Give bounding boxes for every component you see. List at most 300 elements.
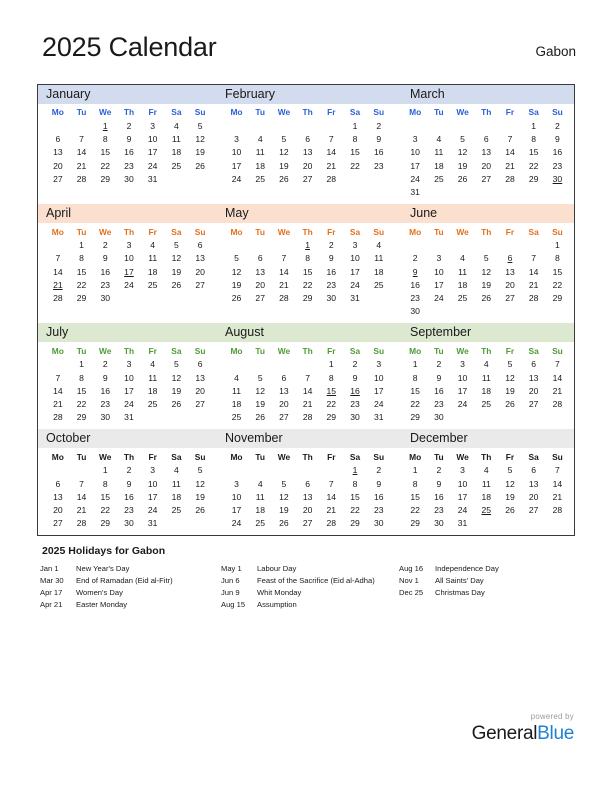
day-cell[interactable]: 21	[528, 279, 539, 290]
day-cell[interactable]: 23	[124, 505, 134, 516]
day-cell[interactable]: 16	[434, 491, 444, 502]
day-cell[interactable]: 2	[102, 240, 108, 251]
day-cell[interactable]: 12	[481, 266, 492, 277]
day-cell[interactable]: 3	[234, 134, 239, 145]
day-cell[interactable]: 21	[552, 491, 563, 502]
day-cell[interactable]: 19	[505, 491, 515, 502]
day-cell[interactable]: 30	[350, 412, 360, 423]
day-cell[interactable]: 11	[255, 147, 265, 158]
day-cell[interactable]: 3	[460, 465, 465, 476]
day-cell[interactable]: 14	[76, 147, 87, 158]
day-cell[interactable]: 12	[171, 253, 182, 264]
day-cell[interactable]: 20	[53, 160, 63, 171]
day-cell[interactable]: 7	[281, 253, 287, 264]
day-cell[interactable]: 16	[410, 279, 420, 290]
day-cell[interactable]: 9	[102, 253, 108, 264]
day-cell[interactable]: 12	[195, 478, 205, 489]
day-cell[interactable]: 26	[195, 160, 205, 171]
day-cell[interactable]: 26	[195, 505, 205, 516]
day-cell[interactable]: 22	[326, 399, 337, 410]
day-cell[interactable]: 24	[231, 518, 242, 529]
day-cell[interactable]: 21	[326, 160, 337, 171]
day-cell[interactable]: 12	[505, 478, 515, 489]
day-cell[interactable]: 18	[171, 147, 182, 158]
day-cell[interactable]: 14	[326, 147, 337, 158]
day-cell[interactable]: 11	[458, 266, 468, 277]
day-cell[interactable]: 23	[373, 160, 384, 171]
day-cell[interactable]: 18	[481, 385, 492, 396]
day-cell[interactable]: 10	[410, 147, 420, 158]
day-cell[interactable]: 21	[76, 160, 87, 171]
day-cell[interactable]: 27	[302, 518, 313, 529]
day-cell[interactable]: 15	[100, 147, 111, 158]
day-cell[interactable]: 21	[302, 399, 313, 410]
day-cell[interactable]: 17	[231, 505, 242, 516]
day-cell[interactable]: 5	[197, 121, 203, 131]
day-cell[interactable]: 23	[373, 505, 384, 516]
day-cell[interactable]: 8	[352, 478, 358, 489]
day-cell[interactable]: 1	[352, 121, 358, 131]
day-cell[interactable]: 17	[147, 491, 158, 502]
day-cell[interactable]: 1	[79, 359, 84, 370]
day-cell[interactable]: 20	[481, 160, 492, 171]
day-cell[interactable]: 7	[79, 134, 84, 145]
day-cell[interactable]: 29	[410, 412, 420, 423]
day-cell[interactable]: 11	[232, 385, 241, 396]
day-cell[interactable]: 5	[173, 240, 179, 251]
day-cell[interactable]: 6	[483, 134, 489, 145]
day-cell[interactable]: 3	[412, 134, 418, 145]
day-cell[interactable]: 2	[102, 359, 108, 370]
day-cell[interactable]: 20	[53, 505, 63, 516]
day-cell[interactable]: 14	[326, 491, 337, 502]
day-cell[interactable]: 16	[434, 385, 444, 396]
day-cell[interactable]: 17	[457, 385, 468, 396]
day-cell[interactable]: 21	[552, 385, 563, 396]
day-cell[interactable]: 27	[195, 279, 205, 290]
day-cell[interactable]: 9	[376, 134, 382, 145]
day-cell[interactable]: 17	[350, 266, 360, 277]
day-cell[interactable]: 6	[197, 359, 203, 370]
day-cell[interactable]: 4	[257, 478, 263, 489]
holiday-day-cell[interactable]: 17	[124, 266, 134, 277]
day-cell[interactable]: 9	[376, 478, 382, 489]
day-cell[interactable]: 28	[302, 412, 313, 423]
day-cell[interactable]: 24	[434, 293, 444, 304]
day-cell[interactable]: 13	[528, 372, 539, 383]
day-cell[interactable]: 6	[531, 465, 537, 476]
day-cell[interactable]: 11	[171, 134, 181, 145]
day-cell[interactable]: 26	[505, 399, 515, 410]
day-cell[interactable]: 19	[231, 279, 242, 290]
day-cell[interactable]: 14	[53, 385, 63, 396]
day-cell[interactable]: 13	[528, 478, 539, 489]
day-cell[interactable]: 4	[460, 253, 465, 264]
day-cell[interactable]: 22	[100, 160, 111, 171]
day-cell[interactable]: 2	[555, 121, 560, 131]
day-cell[interactable]: 1	[79, 240, 84, 251]
day-cell[interactable]: 13	[481, 147, 492, 158]
day-cell[interactable]: 11	[171, 478, 181, 489]
day-cell[interactable]: 1	[555, 240, 560, 251]
day-cell[interactable]: 20	[528, 385, 539, 396]
day-cell[interactable]: 3	[376, 359, 382, 370]
day-cell[interactable]: 11	[434, 147, 444, 158]
day-cell[interactable]: 2	[126, 121, 132, 131]
day-cell[interactable]: 22	[76, 399, 87, 410]
day-cell[interactable]: 2	[376, 465, 382, 476]
day-cell[interactable]: 15	[350, 491, 360, 502]
day-cell[interactable]: 10	[373, 372, 384, 383]
day-cell[interactable]: 26	[279, 518, 289, 529]
day-cell[interactable]: 8	[328, 372, 334, 383]
day-cell[interactable]: 4	[257, 134, 263, 145]
day-cell[interactable]: 29	[76, 293, 87, 304]
day-cell[interactable]: 8	[531, 134, 537, 145]
day-cell[interactable]: 24	[457, 505, 468, 516]
day-cell[interactable]: 24	[350, 279, 360, 290]
day-cell[interactable]: 12	[195, 134, 205, 145]
day-cell[interactable]: 18	[457, 279, 468, 290]
day-cell[interactable]: 10	[457, 372, 468, 383]
day-cell[interactable]: 10	[124, 253, 134, 264]
day-cell[interactable]: 30	[124, 518, 134, 529]
day-cell[interactable]: 5	[257, 372, 263, 383]
day-cell[interactable]: 22	[410, 399, 420, 410]
day-cell[interactable]: 6	[55, 134, 61, 145]
day-cell[interactable]: 23	[100, 399, 111, 410]
day-cell[interactable]: 20	[302, 160, 313, 171]
day-cell[interactable]: 17	[124, 385, 134, 396]
day-cell[interactable]: 4	[150, 359, 156, 370]
holiday-day-cell[interactable]: 6	[507, 253, 513, 264]
day-cell[interactable]: 30	[100, 293, 111, 304]
day-cell[interactable]: 23	[326, 279, 337, 290]
day-cell[interactable]: 7	[79, 478, 84, 489]
day-cell[interactable]: 25	[255, 518, 265, 529]
day-cell[interactable]: 11	[255, 491, 265, 502]
day-cell[interactable]: 2	[126, 465, 132, 476]
day-cell[interactable]: 7	[531, 253, 537, 264]
day-cell[interactable]: 19	[195, 491, 205, 502]
day-cell[interactable]: 4	[436, 134, 442, 145]
day-cell[interactable]: 31	[410, 187, 420, 198]
day-cell[interactable]: 16	[552, 147, 563, 158]
day-cell[interactable]: 12	[231, 266, 242, 277]
day-cell[interactable]: 13	[53, 491, 63, 502]
day-cell[interactable]: 31	[124, 412, 134, 423]
day-cell[interactable]: 9	[328, 253, 334, 264]
day-cell[interactable]: 28	[76, 173, 87, 184]
day-cell[interactable]: 13	[53, 147, 63, 158]
day-cell[interactable]: 30	[100, 412, 111, 423]
day-cell[interactable]: 17	[231, 160, 242, 171]
day-cell[interactable]: 22	[350, 160, 360, 171]
day-cell[interactable]: 15	[552, 266, 563, 277]
day-cell[interactable]: 22	[552, 279, 563, 290]
day-cell[interactable]: 31	[373, 412, 384, 423]
day-cell[interactable]: 26	[231, 293, 242, 304]
day-cell[interactable]: 29	[528, 173, 539, 184]
day-cell[interactable]: 25	[171, 505, 182, 516]
day-cell[interactable]: 21	[279, 279, 289, 290]
day-cell[interactable]: 25	[171, 160, 182, 171]
holiday-day-cell[interactable]: 1	[102, 121, 108, 131]
day-cell[interactable]: 12	[457, 147, 468, 158]
day-cell[interactable]: 19	[481, 279, 492, 290]
day-cell[interactable]: 5	[281, 478, 287, 489]
day-cell[interactable]: 15	[410, 491, 420, 502]
day-cell[interactable]: 8	[555, 253, 560, 264]
day-cell[interactable]: 24	[124, 279, 134, 290]
day-cell[interactable]: 28	[552, 505, 563, 516]
day-cell[interactable]: 19	[171, 385, 182, 396]
holiday-day-cell[interactable]: 21	[53, 279, 63, 290]
day-cell[interactable]: 9	[436, 478, 442, 489]
holiday-day-cell[interactable]: 25	[481, 505, 492, 516]
day-cell[interactable]: 25	[147, 279, 158, 290]
day-cell[interactable]: 17	[457, 491, 468, 502]
day-cell[interactable]: 14	[505, 147, 515, 158]
day-cell[interactable]: 4	[234, 372, 239, 383]
day-cell[interactable]: 5	[507, 359, 513, 370]
day-cell[interactable]: 5	[173, 359, 179, 370]
day-cell[interactable]: 3	[352, 240, 358, 251]
day-cell[interactable]: 31	[147, 173, 158, 184]
day-cell[interactable]: 19	[279, 160, 289, 171]
day-cell[interactable]: 15	[100, 491, 111, 502]
day-cell[interactable]: 16	[373, 491, 384, 502]
day-cell[interactable]: 17	[434, 279, 444, 290]
day-cell[interactable]: 14	[76, 491, 87, 502]
day-cell[interactable]: 15	[76, 266, 87, 277]
day-cell[interactable]: 23	[552, 160, 563, 171]
day-cell[interactable]: 9	[102, 372, 108, 383]
day-cell[interactable]: 27	[53, 518, 63, 529]
day-cell[interactable]: 25	[481, 399, 492, 410]
day-cell[interactable]: 15	[302, 266, 313, 277]
day-cell[interactable]: 14	[552, 372, 563, 383]
day-cell[interactable]: 18	[255, 505, 265, 516]
day-cell[interactable]: 29	[76, 412, 87, 423]
day-cell[interactable]: 18	[147, 266, 158, 277]
day-cell[interactable]: 9	[126, 134, 132, 145]
day-cell[interactable]: 9	[555, 134, 560, 145]
day-cell[interactable]: 14	[279, 266, 289, 277]
day-cell[interactable]: 27	[53, 173, 63, 184]
day-cell[interactable]: 28	[552, 399, 563, 410]
day-cell[interactable]: 1	[531, 121, 537, 131]
day-cell[interactable]: 17	[147, 147, 158, 158]
day-cell[interactable]: 18	[231, 399, 242, 410]
day-cell[interactable]: 24	[231, 173, 242, 184]
day-cell[interactable]: 7	[507, 134, 513, 145]
day-cell[interactable]: 11	[148, 253, 158, 264]
day-cell[interactable]: 21	[53, 399, 63, 410]
day-cell[interactable]: 29	[326, 412, 337, 423]
holiday-day-cell[interactable]: 1	[305, 240, 310, 251]
day-cell[interactable]: 8	[412, 478, 418, 489]
day-cell[interactable]: 10	[124, 372, 134, 383]
day-cell[interactable]: 23	[434, 505, 444, 516]
day-cell[interactable]: 28	[53, 293, 63, 304]
day-cell[interactable]: 20	[195, 385, 205, 396]
day-cell[interactable]: 23	[434, 399, 444, 410]
day-cell[interactable]: 31	[350, 293, 360, 304]
day-cell[interactable]: 3	[126, 240, 132, 251]
day-cell[interactable]: 26	[481, 293, 492, 304]
day-cell[interactable]: 14	[552, 478, 563, 489]
day-cell[interactable]: 5	[234, 253, 239, 264]
day-cell[interactable]: 6	[531, 359, 537, 370]
day-cell[interactable]: 7	[305, 372, 310, 383]
day-cell[interactable]: 6	[55, 478, 61, 489]
day-cell[interactable]: 13	[195, 253, 205, 264]
day-cell[interactable]: 10	[147, 134, 158, 145]
day-cell[interactable]: 6	[281, 372, 287, 383]
day-cell[interactable]: 24	[373, 399, 384, 410]
day-cell[interactable]: 30	[124, 173, 134, 184]
day-cell[interactable]: 3	[436, 253, 442, 264]
day-cell[interactable]: 19	[171, 266, 182, 277]
day-cell[interactable]: 15	[76, 385, 87, 396]
day-cell[interactable]: 22	[350, 505, 360, 516]
day-cell[interactable]: 28	[326, 518, 337, 529]
day-cell[interactable]: 20	[505, 279, 515, 290]
day-cell[interactable]: 4	[376, 240, 382, 251]
day-cell[interactable]: 14	[53, 266, 63, 277]
day-cell[interactable]: 10	[457, 478, 468, 489]
day-cell[interactable]: 5	[197, 465, 203, 476]
day-cell[interactable]: 8	[102, 478, 108, 489]
day-cell[interactable]: 24	[457, 399, 468, 410]
day-cell[interactable]: 3	[150, 121, 156, 131]
day-cell[interactable]: 7	[55, 372, 61, 383]
day-cell[interactable]: 18	[147, 385, 158, 396]
day-cell[interactable]: 14	[302, 385, 313, 396]
day-cell[interactable]: 13	[279, 385, 289, 396]
day-cell[interactable]: 13	[302, 147, 313, 158]
day-cell[interactable]: 26	[255, 412, 265, 423]
day-cell[interactable]: 18	[373, 266, 384, 277]
day-cell[interactable]: 19	[279, 505, 289, 516]
day-cell[interactable]: 6	[305, 134, 310, 145]
day-cell[interactable]: 6	[305, 478, 310, 489]
holiday-day-cell[interactable]: 9	[412, 266, 418, 277]
day-cell[interactable]: 29	[410, 518, 420, 529]
day-cell[interactable]: 13	[302, 491, 313, 502]
day-cell[interactable]: 16	[373, 147, 384, 158]
day-cell[interactable]: 4	[483, 465, 489, 476]
day-cell[interactable]: 15	[410, 385, 420, 396]
day-cell[interactable]: 16	[326, 266, 337, 277]
day-cell[interactable]: 13	[255, 266, 265, 277]
day-cell[interactable]: 19	[457, 160, 468, 171]
day-cell[interactable]: 27	[255, 293, 265, 304]
day-cell[interactable]: 5	[281, 134, 287, 145]
day-cell[interactable]: 1	[412, 359, 418, 370]
day-cell[interactable]: 11	[148, 372, 158, 383]
day-cell[interactable]: 5	[460, 134, 465, 145]
day-cell[interactable]: 19	[195, 147, 205, 158]
day-cell[interactable]: 28	[326, 173, 337, 184]
day-cell[interactable]: 15	[528, 147, 539, 158]
day-cell[interactable]: 6	[197, 240, 203, 251]
day-cell[interactable]: 8	[79, 372, 84, 383]
day-cell[interactable]: 7	[328, 478, 334, 489]
day-cell[interactable]: 11	[481, 478, 491, 489]
day-cell[interactable]: 12	[255, 385, 265, 396]
day-cell[interactable]: 23	[350, 399, 360, 410]
day-cell[interactable]: 2	[352, 359, 358, 370]
day-cell[interactable]: 8	[305, 253, 310, 264]
day-cell[interactable]: 9	[436, 372, 442, 383]
day-cell[interactable]: 30	[410, 306, 420, 317]
day-cell[interactable]: 26	[279, 173, 289, 184]
day-cell[interactable]: 31	[457, 518, 468, 529]
day-cell[interactable]: 20	[279, 399, 289, 410]
day-cell[interactable]: 11	[481, 372, 491, 383]
day-cell[interactable]: 27	[528, 399, 539, 410]
day-cell[interactable]: 21	[326, 505, 337, 516]
day-cell[interactable]: 27	[195, 399, 205, 410]
day-cell[interactable]: 16	[124, 491, 134, 502]
day-cell[interactable]: 3	[150, 465, 156, 476]
day-cell[interactable]: 28	[279, 293, 289, 304]
day-cell[interactable]: 25	[231, 412, 242, 423]
day-cell[interactable]: 15	[350, 147, 360, 158]
day-cell[interactable]: 27	[481, 173, 492, 184]
day-cell[interactable]: 19	[255, 399, 265, 410]
day-cell[interactable]: 2	[376, 121, 382, 131]
day-cell[interactable]: 2	[436, 465, 442, 476]
day-cell[interactable]: 10	[350, 253, 360, 264]
day-cell[interactable]: 17	[410, 160, 420, 171]
day-cell[interactable]: 21	[76, 505, 87, 516]
day-cell[interactable]: 17	[373, 385, 384, 396]
day-cell[interactable]: 10	[231, 491, 242, 502]
day-cell[interactable]: 12	[171, 372, 182, 383]
day-cell[interactable]: 7	[328, 134, 334, 145]
day-cell[interactable]: 22	[528, 160, 539, 171]
day-cell[interactable]: 7	[555, 465, 560, 476]
day-cell[interactable]: 8	[102, 134, 108, 145]
day-cell[interactable]: 8	[412, 372, 418, 383]
day-cell[interactable]: 9	[352, 372, 358, 383]
day-cell[interactable]: 24	[410, 173, 420, 184]
day-cell[interactable]: 18	[171, 491, 182, 502]
day-cell[interactable]: 29	[302, 293, 313, 304]
day-cell[interactable]: 2	[328, 240, 334, 251]
day-cell[interactable]: 9	[126, 478, 132, 489]
holiday-day-cell[interactable]: 16	[350, 385, 360, 396]
day-cell[interactable]: 8	[79, 253, 84, 264]
day-cell[interactable]: 11	[374, 253, 384, 264]
day-cell[interactable]: 20	[255, 279, 265, 290]
day-cell[interactable]: 13	[195, 372, 205, 383]
day-cell[interactable]: 24	[124, 399, 134, 410]
day-cell[interactable]: 30	[326, 293, 337, 304]
day-cell[interactable]: 31	[147, 518, 158, 529]
day-cell[interactable]: 26	[457, 173, 468, 184]
day-cell[interactable]: 29	[100, 518, 111, 529]
day-cell[interactable]: 4	[483, 359, 489, 370]
day-cell[interactable]: 23	[124, 160, 134, 171]
day-cell[interactable]: 24	[147, 505, 158, 516]
day-cell[interactable]: 10	[231, 147, 242, 158]
day-cell[interactable]: 1	[412, 465, 418, 476]
day-cell[interactable]: 16	[100, 266, 111, 277]
